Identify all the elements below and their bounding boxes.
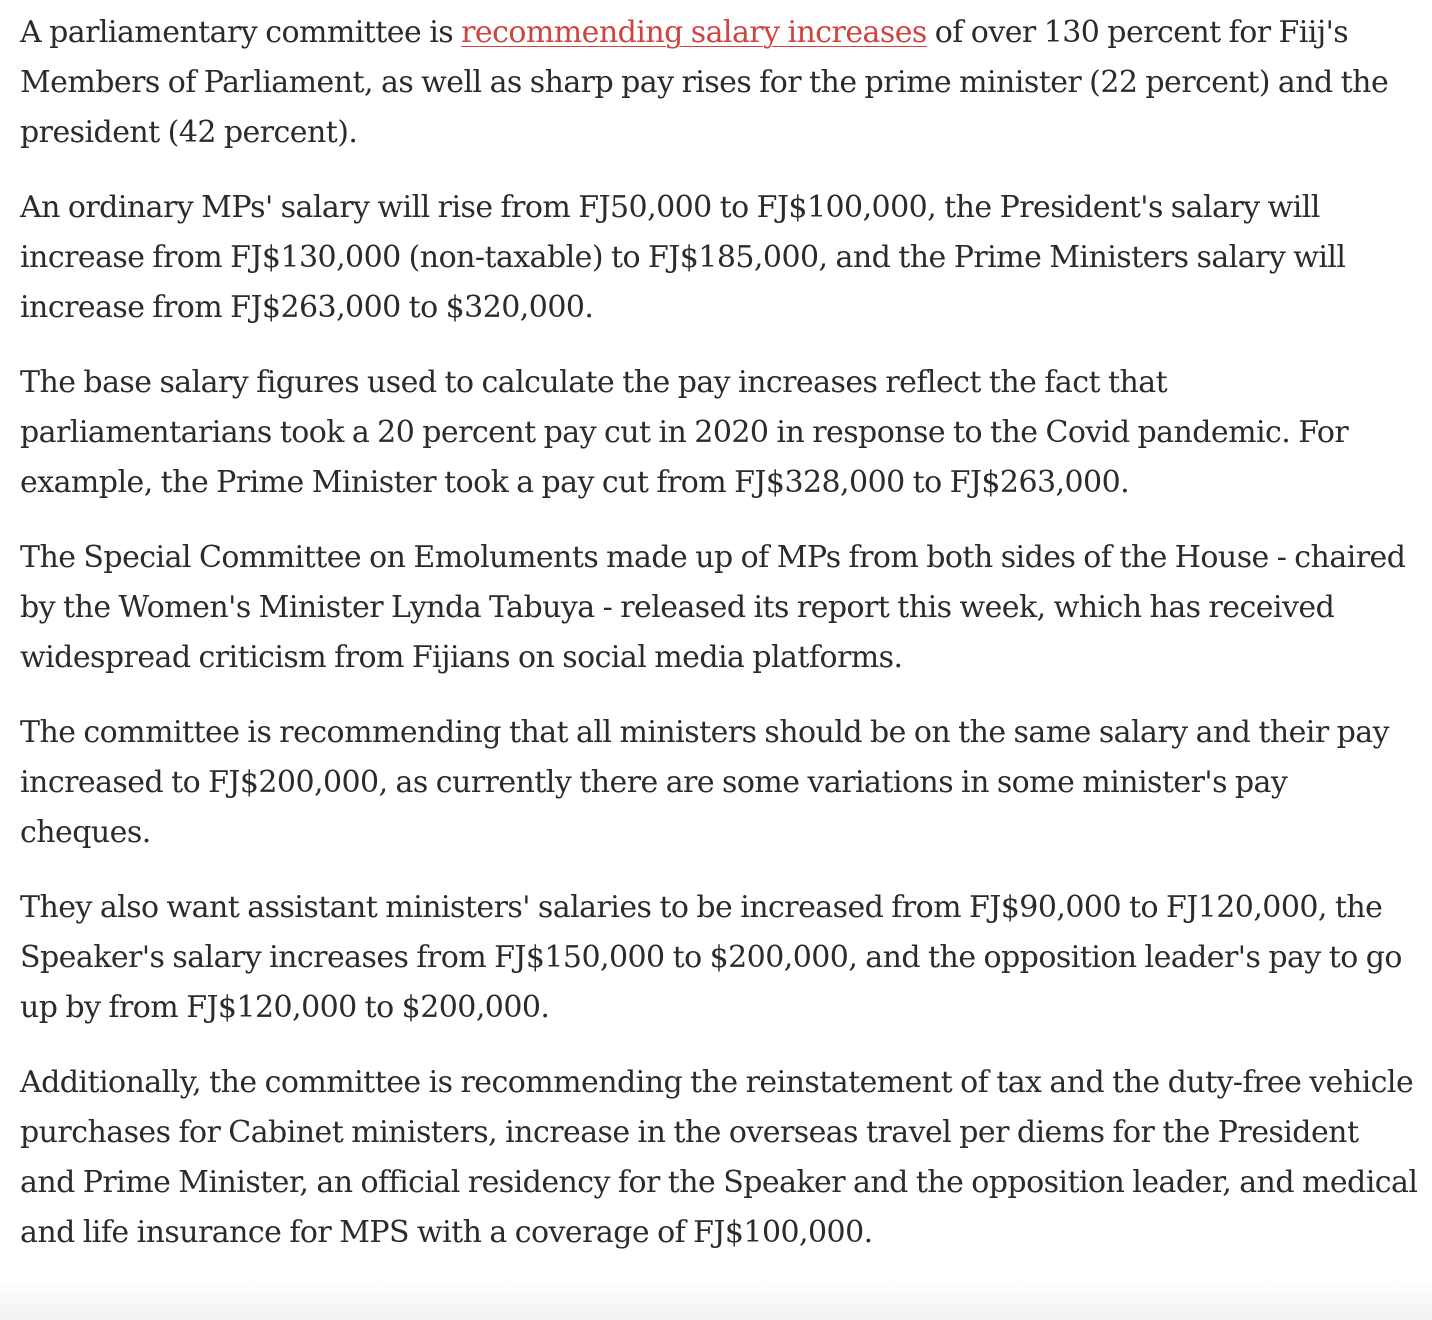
intro-text-before-link: A parliamentary committee is [20, 15, 462, 50]
paragraph-additional-recommendations: Additionally, the committee is recommending the reinstatement of tax and the duty-free vehicle purchases for Cabinet ministers, increase in the overseas travel per diems for the President and Prime Minister, an official residency for the Speaker and the opposition leader, and medical and life insurance for MPS with a coverage of FJ$100,000. [20, 1065, 1418, 1250]
paragraph-committee: The Special Committee on Emoluments made up of MPs from both sides of the House - chaired by the Women's Minister Lynda Tabuya - released its report this week, which has received widespread criticism from Fijians on social media platforms. [20, 540, 1406, 675]
paragraph-mp-salaries: An ordinary MPs' salary will rise from FJ50,000 to FJ$100,000, the President's salary will increase from FJ$130,000 (non-taxable) to FJ$185,000, and the Prime Ministers salary will increase from FJ$263,000 to $320,000. [20, 190, 1346, 325]
recommending-salary-increases-link[interactable]: recommending salary increases [461, 15, 927, 50]
intro-text-after-link: of over 130 percent for Fiij's Members of Parliament, as well as sharp pay rises for the prime minister (22 percent) and the president (42 percent). [20, 15, 1389, 150]
paragraph-intro [20, 8, 1420, 158]
paragraph-assistant-ministers: They also want assistant ministers' salaries to be increased from FJ$90,000 to FJ120,000, the Speaker's salary increases from FJ$150,000 to $200,000, and the opposition leader's pay to go up by from FJ$120,000 to $200,000. [20, 890, 1402, 1025]
paragraph-base-salary: The base salary figures used to calculate the pay increases reflect the fact that parliamentarians took a 20 percent pay cut in 2020 in response to the Covid pandemic. For example, the Prime Minister took a pay cut from FJ$328,000 to FJ$263,000. [20, 365, 1349, 500]
paragraph-ministers-pay: The committee is recommending that all ministers should be on the same salary and their pay increased to FJ$200,000, as currently there are some variations in some minister's pay cheques. [20, 715, 1390, 850]
bottom-fade-overlay [0, 1280, 1432, 1320]
